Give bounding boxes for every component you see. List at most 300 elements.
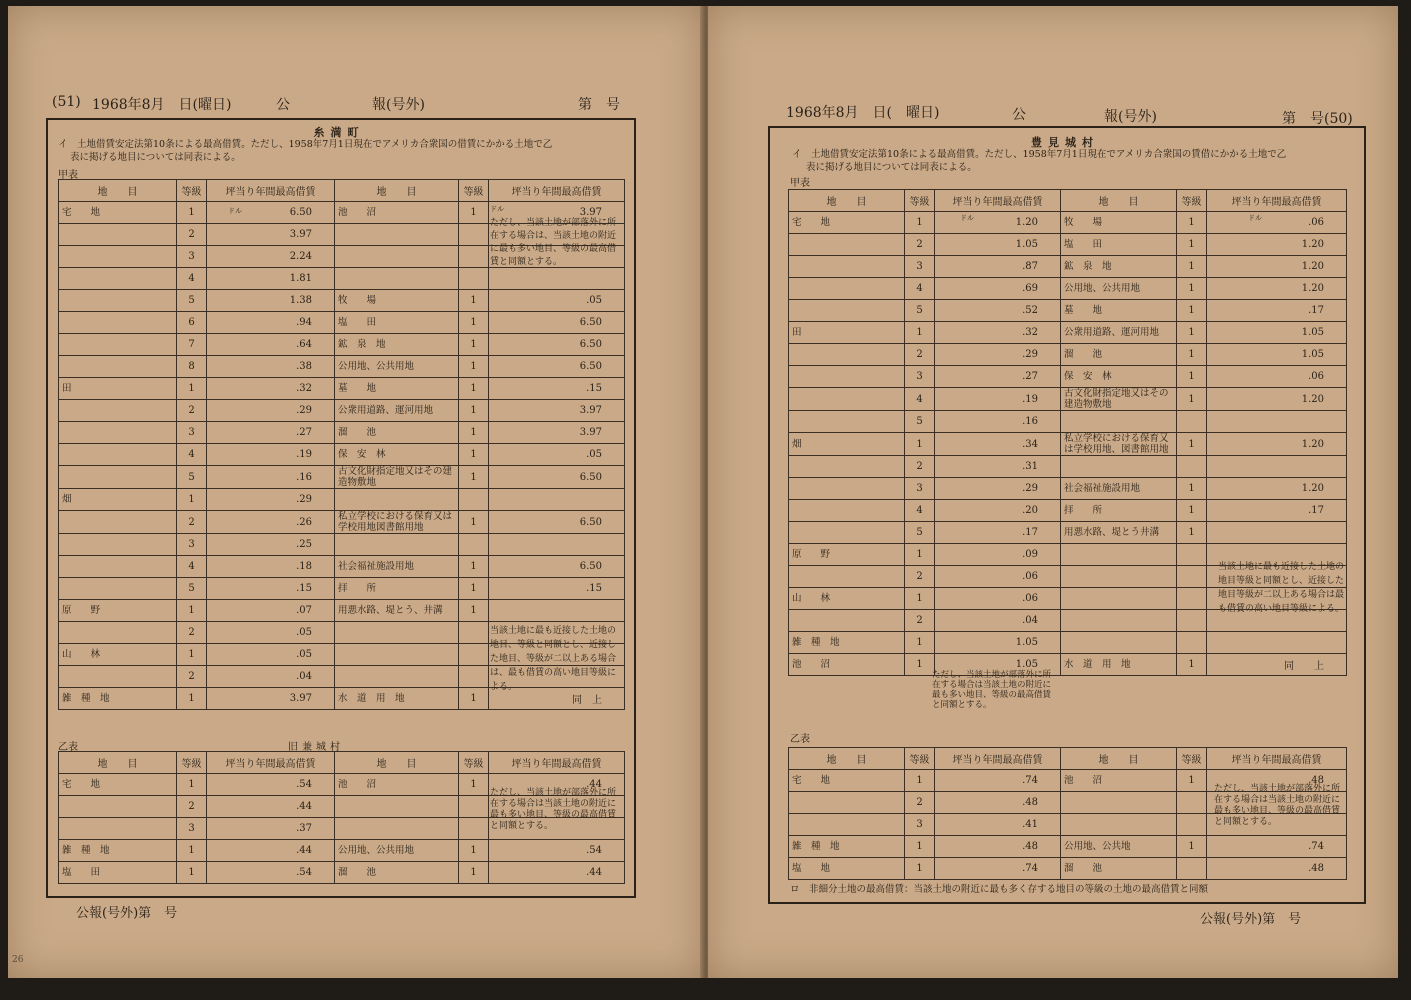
left-table-b-label: 乙表 xyxy=(58,742,78,753)
table-cell xyxy=(335,268,459,290)
table-cell: 1.81 xyxy=(207,268,335,290)
column-header: 等級 xyxy=(905,748,935,770)
table-cell: 7 xyxy=(177,334,207,356)
table-cell: 1 xyxy=(177,202,207,224)
table-cell xyxy=(335,644,459,666)
table-cell xyxy=(59,356,177,378)
table-row xyxy=(789,456,1347,478)
table-cell: .17 xyxy=(1207,500,1347,522)
table-cell: 6.50 xyxy=(207,202,335,224)
table-cell: 1 xyxy=(177,489,207,511)
table-cell xyxy=(1207,632,1347,654)
table-row xyxy=(789,322,1347,344)
table-cell: 3.97 xyxy=(489,422,625,444)
table-cell: .32 xyxy=(207,378,335,400)
table-cell: 6 xyxy=(177,312,207,334)
table-cell xyxy=(59,246,177,268)
table-cell: 山 林 xyxy=(59,644,177,666)
table-cell: 1 xyxy=(905,632,935,654)
table-row xyxy=(59,578,625,600)
table-cell xyxy=(59,818,177,840)
table-row xyxy=(789,278,1347,300)
table-row xyxy=(789,522,1347,544)
table-cell: 1 xyxy=(1177,388,1207,411)
table-cell: 鉱 泉 地 xyxy=(1061,256,1177,278)
left-note-line2: 表に掲げる地目については同表による。 xyxy=(70,152,241,163)
column-header: 等級 xyxy=(905,190,935,212)
table-row xyxy=(789,433,1347,456)
table-cell: .09 xyxy=(935,544,1061,566)
table-cell: 5 xyxy=(177,578,207,600)
table-cell: 1.38 xyxy=(207,290,335,312)
table-cell: .74 xyxy=(935,770,1061,792)
table-cell: .15 xyxy=(489,378,625,400)
table-cell: .48 xyxy=(935,792,1061,814)
table-row xyxy=(59,556,625,578)
table-cell: 2.24 xyxy=(207,246,335,268)
table-cell xyxy=(59,422,177,444)
table-cell: 2 xyxy=(177,796,207,818)
column-header: 坪当り年間最高借賃 xyxy=(1207,190,1347,212)
table-cell xyxy=(59,312,177,334)
table-row xyxy=(59,489,625,511)
table-cell: 宅 地 xyxy=(789,212,905,234)
table-cell: 1 xyxy=(905,322,935,344)
table-cell xyxy=(59,334,177,356)
table-cell: 古文化財指定地又はその建造物敷地 xyxy=(1061,388,1177,411)
right-header-issue: 第 号(50) xyxy=(1282,111,1353,127)
table-cell: 1.20 xyxy=(1207,234,1347,256)
table-cell xyxy=(1061,566,1177,588)
table-cell xyxy=(789,256,905,278)
table-cell: 1 xyxy=(1177,234,1207,256)
table-cell xyxy=(59,578,177,600)
table-cell: 私立学校における保育又は学校用地、図書館用地 xyxy=(1061,433,1177,456)
table-cell: 3.97 xyxy=(207,224,335,246)
table-cell: 古文化財指定地又はその建造物敷地 xyxy=(335,466,459,489)
table-cell xyxy=(59,224,177,246)
table-cell: 1 xyxy=(1177,366,1207,388)
table-cell xyxy=(789,478,905,500)
column-header: 坪当り年間最高借賃 xyxy=(935,748,1061,770)
table-cell: 2 xyxy=(177,511,207,534)
table-row xyxy=(59,862,625,884)
table-cell xyxy=(489,268,625,290)
table-cell: 1 xyxy=(459,290,489,312)
table-cell: 社会福祉施設用地 xyxy=(1061,478,1177,500)
table-row xyxy=(789,858,1347,880)
table-cell: 4 xyxy=(177,444,207,466)
table-cell: .27 xyxy=(935,366,1061,388)
table-cell: 5 xyxy=(177,290,207,312)
left-page-number: (51) xyxy=(52,94,81,110)
table-cell: .44 xyxy=(207,840,335,862)
column-header: 等級 xyxy=(1177,748,1207,770)
table-cell: .29 xyxy=(207,489,335,511)
table-cell: 1 xyxy=(459,422,489,444)
table-cell: 1 xyxy=(177,840,207,862)
column-header: 地 目 xyxy=(335,752,459,774)
table-cell: 1 xyxy=(459,511,489,534)
table-cell xyxy=(335,622,459,644)
table-cell: 雑 種 地 xyxy=(59,688,177,710)
table-cell: .54 xyxy=(207,774,335,796)
right-header-kou: 公 xyxy=(1012,107,1026,123)
table-cell: 1 xyxy=(1177,522,1207,544)
table-cell xyxy=(59,534,177,556)
table-row xyxy=(789,500,1347,522)
table-cell: 3.97 xyxy=(489,400,625,422)
table-cell: .15 xyxy=(207,578,335,600)
table-cell: .54 xyxy=(489,840,625,862)
table-cell: 1 xyxy=(459,202,489,224)
table-cell: 墓 地 xyxy=(335,378,459,400)
table-cell xyxy=(459,224,489,246)
table-cell: 1 xyxy=(177,600,207,622)
table-cell: 3 xyxy=(905,256,935,278)
table-cell: 1 xyxy=(905,588,935,610)
table-cell: 溜 池 xyxy=(335,862,459,884)
table-cell: .87 xyxy=(935,256,1061,278)
left-pond-note-b: ただし、当該土地が部落外に所在する場合は当該土地の附近に最も多い地目、等級の最高借賃と同額とする。 xyxy=(490,788,617,831)
table-cell: 6.50 xyxy=(489,356,625,378)
table-cell: 2 xyxy=(905,234,935,256)
table-cell: .48 xyxy=(935,836,1061,858)
table-cell xyxy=(1207,456,1347,478)
left-page-mark: 26 xyxy=(12,955,24,965)
table-cell xyxy=(459,534,489,556)
table-cell xyxy=(1177,610,1207,632)
right-ditch-note: 当該土地に最も近接した土地の地目等級と同額とし、近接した地目等級が二以上ある場合は最も借賃の高い地目等級による。 xyxy=(1218,562,1345,614)
table-cell xyxy=(59,466,177,489)
table-cell xyxy=(1177,814,1207,836)
table-cell: .48 xyxy=(1207,770,1347,792)
table-cell xyxy=(59,268,177,290)
table-cell: 社会福祉施設用地 xyxy=(335,556,459,578)
table-cell: 1 xyxy=(177,644,207,666)
right-unit-label: ドル xyxy=(960,214,974,222)
table-cell xyxy=(59,666,177,688)
table-cell: 6.50 xyxy=(489,334,625,356)
table-cell: 5 xyxy=(905,522,935,544)
table-cell: 宅 地 xyxy=(59,774,177,796)
table-cell: 1 xyxy=(459,774,489,796)
table-cell: 2 xyxy=(177,400,207,422)
table-cell: .04 xyxy=(935,610,1061,632)
table-cell xyxy=(1177,632,1207,654)
table-cell: 1 xyxy=(177,688,207,710)
table-cell: 1 xyxy=(1177,212,1207,234)
table-cell: .05 xyxy=(489,444,625,466)
table-cell xyxy=(789,234,905,256)
table-cell: 1 xyxy=(1177,322,1207,344)
table-cell: 1 xyxy=(1177,770,1207,792)
table-cell: 4 xyxy=(905,278,935,300)
table-cell: 牧 場 xyxy=(1061,212,1177,234)
table-cell: 6.50 xyxy=(489,556,625,578)
table-cell: 2 xyxy=(177,666,207,688)
table-cell: .05 xyxy=(207,644,335,666)
table-row xyxy=(789,654,1347,676)
table-cell: .18 xyxy=(207,556,335,578)
table-cell: 1 xyxy=(459,840,489,862)
table-cell xyxy=(1061,411,1177,433)
right-table-b-label: 乙表 xyxy=(790,734,810,745)
table-cell: 1 xyxy=(1177,500,1207,522)
table-cell: 1.05 xyxy=(935,632,1061,654)
column-header: 坪当り年間最高借賃 xyxy=(489,180,625,202)
table-cell: .44 xyxy=(489,774,625,796)
table-cell xyxy=(459,644,489,666)
table-cell: .16 xyxy=(207,466,335,489)
table-row xyxy=(59,356,625,378)
table-cell xyxy=(789,792,905,814)
table-cell xyxy=(59,796,177,818)
table-cell xyxy=(1207,522,1347,544)
table-cell: 原 野 xyxy=(59,600,177,622)
table-cell xyxy=(335,489,459,511)
table-cell: .17 xyxy=(1207,300,1347,322)
table-row xyxy=(59,534,625,556)
table-cell: 3.97 xyxy=(489,202,625,224)
table-cell: .06 xyxy=(935,566,1061,588)
table-cell: 1 xyxy=(905,544,935,566)
table-cell xyxy=(1177,792,1207,814)
table-cell: 1 xyxy=(1177,344,1207,366)
table-cell: 1 xyxy=(459,356,489,378)
table-cell: 同 上 xyxy=(489,688,625,710)
table-cell: 1 xyxy=(1177,278,1207,300)
table-cell xyxy=(789,566,905,588)
right-header-hou: 報(号外) xyxy=(1104,109,1157,125)
right-table-a-label: 甲表 xyxy=(790,178,810,189)
table-cell: .44 xyxy=(489,862,625,884)
table-cell: .29 xyxy=(207,400,335,422)
table-cell: 4 xyxy=(177,556,207,578)
table-row xyxy=(59,378,625,400)
table-cell xyxy=(1177,544,1207,566)
table-cell: .06 xyxy=(1207,366,1347,388)
table-cell: .27 xyxy=(207,422,335,444)
table-cell: 1 xyxy=(459,334,489,356)
table-row xyxy=(59,334,625,356)
table-cell: 1 xyxy=(1177,433,1207,456)
table-cell: 1 xyxy=(1177,654,1207,676)
table-cell: 拝 所 xyxy=(1061,500,1177,522)
left-unit-label-2: ドル xyxy=(490,205,504,213)
table-cell: 1 xyxy=(905,212,935,234)
table-cell xyxy=(1177,566,1207,588)
table-cell xyxy=(59,622,177,644)
table-cell: 4 xyxy=(905,500,935,522)
table-cell xyxy=(335,246,459,268)
column-header: 等級 xyxy=(459,180,489,202)
table-cell: .20 xyxy=(935,500,1061,522)
table-cell: 畑 xyxy=(789,433,905,456)
table-cell xyxy=(1177,588,1207,610)
column-header: 地 目 xyxy=(335,180,459,202)
table-cell: 溜 池 xyxy=(1061,344,1177,366)
table-cell: 鉱 泉 地 xyxy=(335,334,459,356)
column-header: 等級 xyxy=(177,180,207,202)
column-header: 地 目 xyxy=(789,748,905,770)
column-header: 等級 xyxy=(459,752,489,774)
table-cell xyxy=(1061,588,1177,610)
table-cell: 池 沼 xyxy=(1061,770,1177,792)
table-cell: 塩 田 xyxy=(59,862,177,884)
table-cell: 1 xyxy=(459,400,489,422)
table-cell: 6.50 xyxy=(489,511,625,534)
table-cell xyxy=(459,796,489,818)
table-cell xyxy=(59,444,177,466)
table-cell: .17 xyxy=(935,522,1061,544)
table-cell: 雑 種 地 xyxy=(59,840,177,862)
table-row xyxy=(789,366,1347,388)
table-cell: 1 xyxy=(459,688,489,710)
table-cell xyxy=(1177,456,1207,478)
table-cell: .05 xyxy=(207,622,335,644)
table-cell xyxy=(1061,610,1177,632)
table-cell: .48 xyxy=(1207,858,1347,880)
left-unit-label: ドル xyxy=(228,207,242,215)
table-cell: .29 xyxy=(935,344,1061,366)
table-cell: 池 沼 xyxy=(335,774,459,796)
table-cell: 田 xyxy=(789,322,905,344)
table-cell: 8 xyxy=(177,356,207,378)
table-cell: 6.50 xyxy=(489,312,625,334)
right-note-line1: イ 土地借賃安定法第10条による最高借賃。ただし、1958年7月1日現在でアメリカ合衆国の賃借にかかる土地で乙 xyxy=(792,149,1287,160)
table-cell: .54 xyxy=(207,862,335,884)
table-cell: 1 xyxy=(459,466,489,489)
table-cell: 塩 地 xyxy=(789,858,905,880)
table-row xyxy=(789,212,1347,234)
table-cell xyxy=(335,224,459,246)
table-cell: 2 xyxy=(905,344,935,366)
table-cell: 2 xyxy=(177,224,207,246)
table-row xyxy=(59,312,625,334)
table-cell: 1 xyxy=(459,378,489,400)
table-cell xyxy=(59,511,177,534)
table-cell: 3 xyxy=(177,818,207,840)
column-header: 等級 xyxy=(177,752,207,774)
table-cell: 2 xyxy=(905,792,935,814)
left-table-a-label: 甲表 xyxy=(58,170,78,181)
table-cell: 1 xyxy=(459,578,489,600)
table-cell xyxy=(789,411,905,433)
table-cell: 塩 田 xyxy=(1061,234,1177,256)
table-cell xyxy=(459,246,489,268)
table-cell: 1 xyxy=(905,654,935,676)
left-header-date: 1968年8月 日(曜日) xyxy=(92,97,232,113)
table-cell: 1 xyxy=(459,600,489,622)
table-cell: 3.97 xyxy=(207,688,335,710)
table-cell: 1 xyxy=(459,556,489,578)
table-cell: 3 xyxy=(905,478,935,500)
table-cell: 用悪水路、堤とう井溝 xyxy=(1061,522,1177,544)
column-header: 坪当り年間最高借賃 xyxy=(1207,748,1347,770)
table-cell: 6.50 xyxy=(489,466,625,489)
table-cell xyxy=(1061,456,1177,478)
table-cell xyxy=(1061,632,1177,654)
table-cell: .31 xyxy=(935,456,1061,478)
right-note-line2: 表に掲げる地目については同表による。 xyxy=(806,162,977,173)
table-cell: 雑 種 地 xyxy=(789,836,905,858)
table-cell xyxy=(459,268,489,290)
table-cell xyxy=(335,666,459,688)
table-row xyxy=(789,256,1347,278)
table-cell: 1 xyxy=(459,312,489,334)
table-cell: 田 xyxy=(59,378,177,400)
table-cell: 1.05 xyxy=(1207,322,1347,344)
table-cell: .15 xyxy=(489,578,625,600)
table-cell: 5 xyxy=(905,300,935,322)
left-title: 糸満町 xyxy=(313,126,365,139)
table-cell xyxy=(1207,411,1347,433)
table-cell xyxy=(459,489,489,511)
table-cell: .37 xyxy=(207,818,335,840)
table-cell: 1.20 xyxy=(1207,278,1347,300)
left-table-b-title: 旧兼城村 xyxy=(288,742,344,753)
table-cell: .05 xyxy=(489,290,625,312)
table-cell xyxy=(789,456,905,478)
table-cell xyxy=(59,290,177,312)
table-cell: 5 xyxy=(177,466,207,489)
table-cell: .64 xyxy=(207,334,335,356)
right-pond-note-b: ただし、当該土地が部落外に所在する場合は当該土地の附近に最も多い地目、等級の最高借賃と同額とする。 xyxy=(1214,784,1341,827)
table-cell: 1 xyxy=(905,836,935,858)
table-cell: 宅 地 xyxy=(59,202,177,224)
left-header-kou: 公 xyxy=(276,97,290,113)
table-cell: .19 xyxy=(935,388,1061,411)
left-header-issue: 第 号 xyxy=(578,97,620,113)
table-cell xyxy=(335,534,459,556)
table-cell: 原 野 xyxy=(789,544,905,566)
table-cell: 溜 池 xyxy=(1061,858,1177,880)
table-row xyxy=(59,268,625,290)
table-row xyxy=(789,344,1347,366)
table-cell: .07 xyxy=(207,600,335,622)
table-cell: 1.20 xyxy=(935,212,1061,234)
table-cell xyxy=(1061,814,1177,836)
table-cell xyxy=(59,556,177,578)
table-cell: 1 xyxy=(177,774,207,796)
table-row xyxy=(789,478,1347,500)
table-row xyxy=(789,411,1347,433)
table-cell: 1.05 xyxy=(1207,344,1347,366)
table-row xyxy=(59,600,625,622)
table-cell: .32 xyxy=(935,322,1061,344)
table-cell xyxy=(459,622,489,644)
right-footer: 公報(号外)第 号 xyxy=(1200,912,1302,927)
table-cell: 1.05 xyxy=(935,234,1061,256)
table-cell xyxy=(789,278,905,300)
table-cell xyxy=(789,344,905,366)
table-cell: .41 xyxy=(935,814,1061,836)
table-cell: .25 xyxy=(207,534,335,556)
table-cell: .74 xyxy=(1207,836,1347,858)
table-cell xyxy=(1061,544,1177,566)
table-cell: 1 xyxy=(905,770,935,792)
table-cell: 1 xyxy=(1177,478,1207,500)
table-cell: 雑 種 地 xyxy=(789,632,905,654)
table-cell: 3 xyxy=(177,422,207,444)
table-cell xyxy=(1177,858,1207,880)
column-header: 地 目 xyxy=(789,190,905,212)
table-cell: .06 xyxy=(935,588,1061,610)
table-cell: 墓 地 xyxy=(1061,300,1177,322)
table-cell: 公用地、公共用地 xyxy=(335,840,459,862)
table-cell: 1.20 xyxy=(1207,433,1347,456)
